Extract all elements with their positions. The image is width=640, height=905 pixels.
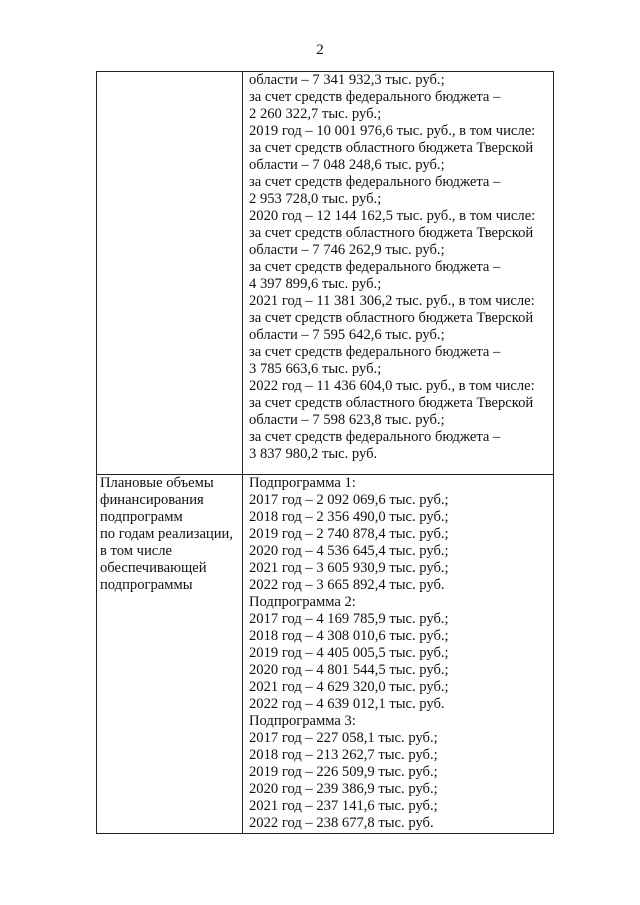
text-line: финансирования [100, 492, 204, 508]
text-line: 2021 год – 3 605 930,9 тыс. руб.; [249, 560, 449, 576]
text-line: области – 7 341 932,3 тыс. руб.; [249, 72, 445, 88]
text-line: 2022 год – 11 436 604,0 тыс. руб., в том числе: [249, 378, 535, 394]
row-label-cell [97, 72, 243, 475]
text-line: обеспечивающей [100, 560, 207, 576]
text-line: 2021 год – 11 381 306,2 тыс. руб., в том числе: [249, 293, 535, 309]
row2-left-lines [97, 475, 242, 594]
text-line: за счет средств областного бюджета Тверской [249, 140, 534, 156]
text-line: 2019 год – 226 509,9 тыс. руб.; [249, 764, 438, 780]
text-line: 2022 год – 238 677,8 тыс. руб. [249, 815, 434, 831]
text-line: области – 7 598 623,8 тыс. руб.; [249, 412, 445, 428]
text-line: 2021 год – 237 141,6 тыс. руб.; [249, 798, 438, 814]
text-line: за счет средств федерального бюджета – [249, 429, 501, 445]
row-label-cell [97, 475, 243, 834]
text-line: Подпрограмма 2: [249, 594, 356, 610]
text-line: за счет средств областного бюджета Тверской [249, 395, 534, 411]
text-line: 2017 год – 4 169 785,9 тыс. руб.; [249, 611, 449, 627]
text-line: за счет средств областного бюджета Тверской [249, 310, 534, 326]
text-line: в том числе [100, 543, 173, 559]
row2-right-lines [243, 475, 553, 832]
text-line: 2021 год – 4 629 320,0 тыс. руб.; [249, 679, 449, 695]
text-line: 2017 год – 227 058,1 тыс. руб.; [249, 730, 438, 746]
text-line: 2022 год – 4 639 012,1 тыс. руб. [249, 696, 445, 712]
text-line: 2020 год – 4 801 544,5 тыс. руб.; [249, 662, 449, 678]
text-line: области – 7 048 248,6 тыс. руб.; [249, 157, 445, 173]
text-line: за счет средств областного бюджета Тверской [249, 225, 534, 241]
text-line: 2019 год – 2 740 878,4 тыс. руб.; [249, 526, 449, 542]
text-line: 3 837 980,2 тыс. руб. [249, 446, 378, 462]
text-line: подпрограммы [100, 577, 193, 593]
row-value-cell [243, 72, 554, 475]
text-line: Подпрограмма 1: [249, 475, 356, 491]
table-row [97, 475, 554, 834]
text-line: подпрограмм [100, 509, 183, 525]
table-row [97, 72, 554, 475]
row1-right-lines [243, 72, 553, 463]
text-line: 2022 год – 3 665 892,4 тыс. руб. [249, 577, 445, 593]
text-line: 2018 год – 2 356 490,0 тыс. руб.; [249, 509, 449, 525]
text-line: 2 260 322,7 тыс. руб.; [249, 106, 382, 122]
text-line: 2018 год – 213 262,7 тыс. руб.; [249, 747, 438, 763]
text-line: по годам реализации, [100, 526, 234, 542]
text-line: 2019 год – 10 001 976,6 тыс. руб., в том числе: [249, 123, 536, 139]
text-line: 2 953 728,0 тыс. руб.; [249, 191, 382, 207]
text-line: 2019 год – 4 405 005,5 тыс. руб.; [249, 645, 449, 661]
text-line: Плановые объемы [100, 475, 214, 491]
text-line: 4 397 899,6 тыс. руб.; [249, 276, 382, 292]
text-line: области – 7 746 262,9 тыс. руб.; [249, 242, 445, 258]
text-line: 2017 год – 2 092 069,6 тыс. руб.; [249, 492, 449, 508]
row-value-cell [243, 475, 554, 834]
text-line: 2020 год – 239 386,9 тыс. руб.; [249, 781, 438, 797]
text-line: 2020 год – 12 144 162,5 тыс. руб., в том числе: [249, 208, 536, 224]
text-line: за счет средств федерального бюджета – [249, 259, 501, 275]
text-line: 2018 год – 4 308 010,6 тыс. руб.; [249, 628, 449, 644]
text-line: 3 785 663,6 тыс. руб.; [249, 361, 382, 377]
page-number: 2 [316, 42, 324, 58]
text-line: Подпрограмма 3: [249, 713, 356, 729]
program-passport-table [96, 71, 554, 834]
text-line: 2020 год – 4 536 645,4 тыс. руб.; [249, 543, 449, 559]
text-line: за счет средств федерального бюджета – [249, 344, 501, 360]
text-line: за счет средств федерального бюджета – [249, 89, 501, 105]
text-line: области – 7 595 642,6 тыс. руб.; [249, 327, 445, 343]
text-line: за счет средств федерального бюджета – [249, 174, 501, 190]
